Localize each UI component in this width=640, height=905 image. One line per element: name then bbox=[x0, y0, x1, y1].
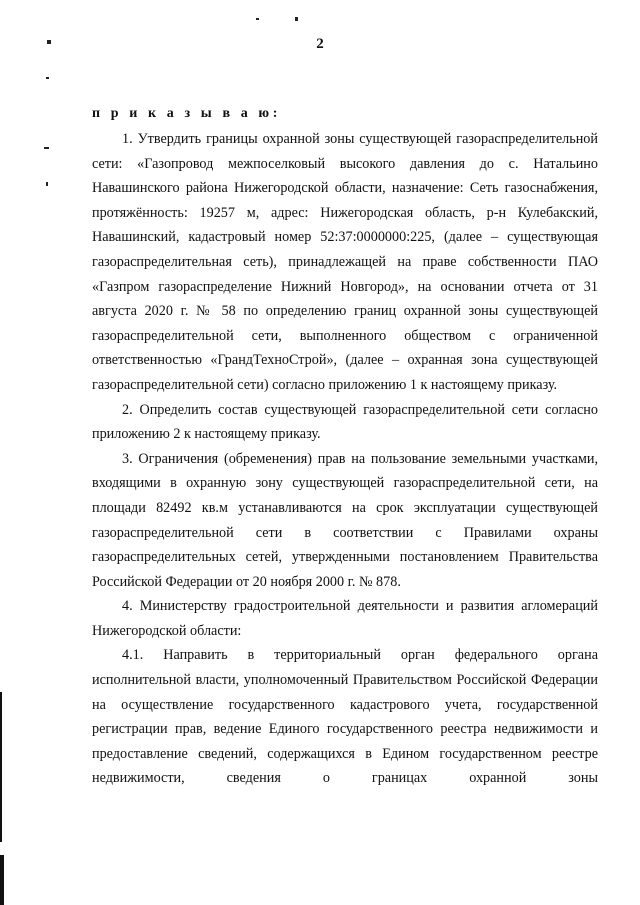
scan-artifact bbox=[295, 17, 298, 21]
scan-artifact bbox=[256, 18, 259, 20]
paragraph-4-1: 4.1. Направить в территориальный орган федерального органа исполнительной власти, уполномоченный Правительством Российской Федерации на осуществление государственного кадастрового учета, государственной регистрации прав, ведение Единого государственного реестра недвижимости и предоставление сведений, содержащихся в Едином государственном реестре недвижимости, сведения о границах охранной зоны bbox=[92, 647, 598, 787]
paragraph-4: 4. Министерству градостроительной деятельности и развития агломераций Нижегородской области: bbox=[92, 598, 598, 639]
scan-artifact bbox=[46, 77, 49, 79]
paragraph-1: 1. Утвердить границы охранной зоны существующей газораспределительной сети: «Газопровод межпоселковый высокого давления до с. Натальино Навашинского района Нижегородской области, назначение: Сеть газоснабжения, протяжённость: 19257 м, адрес: Нижегородская область, р-н Кулебакский, Навашинский, кадастровый номер 52:37:0000000:225, (далее – существующая газораспределительная сеть), принадлежащей на праве собственности ПАО «Газпром газораспределение Нижний Новгород», на основании отчета от 31 августа 2020 г. № 58 по определению границ охранной зоны существующей газораспределительной сети, выполненного обществом с ограниченной ответственностью «ГрандТехноСтрой», (далее – охранная зона существующей газораспределительной сети) согласно приложению 1 к настоящему приказу. bbox=[92, 131, 598, 393]
scan-artifact bbox=[46, 182, 48, 186]
scan-edge-bar bbox=[0, 855, 4, 905]
document-body bbox=[92, 127, 598, 791]
scan-edge-bar bbox=[0, 692, 2, 842]
order-heading: п р и к а з ы в а ю: bbox=[92, 106, 281, 121]
page-number: 2 bbox=[316, 36, 324, 52]
paragraph-3: 3. Ограничения (обременения) прав на пользование земельными участками, входящими в охранную зону существующей газораспределительной сети, на площади 82492 кв.м устанавливаются на срок эксплуатации существующей газораспределительной сети в соответствии с Правилами охраны газораспределительных сетей, утвержденными постановлением Правительства Российской Федерации от 20 ноября 2000 г. № 878. bbox=[92, 450, 598, 590]
paragraph-2: 2. Определить состав существующей газораспределительной сети согласно приложению 2 к настоящему приказу. bbox=[92, 401, 598, 443]
scan-artifact bbox=[44, 147, 49, 149]
